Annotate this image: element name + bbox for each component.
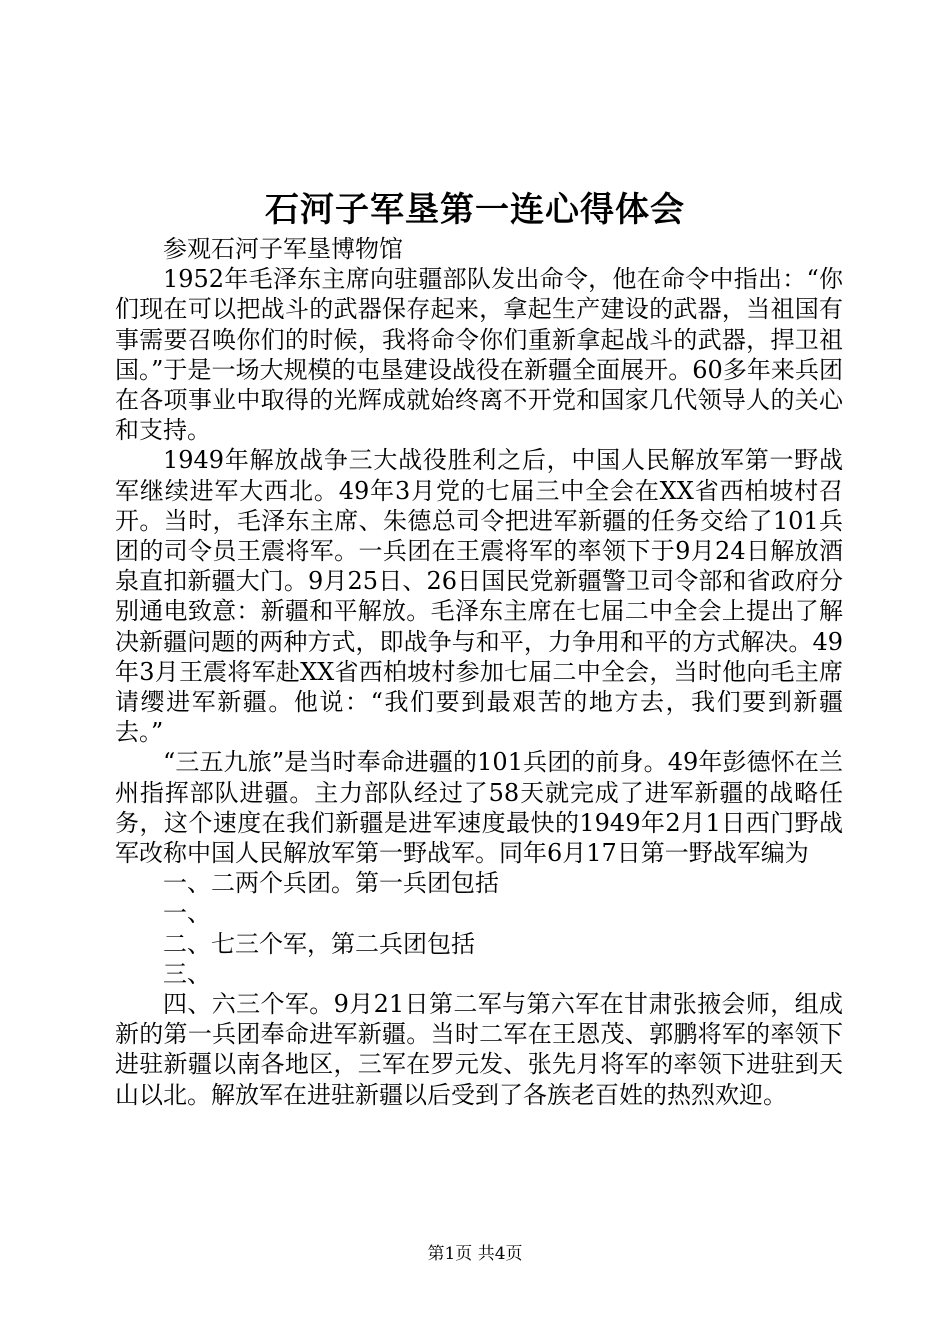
paragraph: 一、二两个兵团。第一兵团包括 bbox=[163, 869, 499, 898]
document-title: 石河子军垦第一连心得体会 bbox=[265, 190, 685, 230]
paragraph: 一、 bbox=[163, 899, 211, 928]
paragraph: 1952年毛泽东主席向驻疆部队发出命令，他在命令中指出：“你们现在可以把战斗的武器保存起来，拿起生产建设的武器，当祖国有事需要召唤你们的时候，我将命令你们重新拿起战斗的武器，捍卫祖国。”于是一场大规模的屯垦建设战役在新疆全面展开。60多年来兵团在各项事业中取得的光辉成就始终离不开党和国家几代领导人的关心和支持。 bbox=[115, 265, 843, 445]
paragraph-subtitle: 参观石河子军垦博物馆 bbox=[163, 235, 403, 263]
paragraph: “三五九旅”是当时奉命进疆的101兵团的前身。49年彭德怀在兰州指挥部队进疆。主力部队经过了58天就完成了进军新疆的战略任务，这个速度在我们新疆是进军速度最快的1949年2月1日西门野战军改称中国人民解放军第一野战军。同年6月17日第一野战军编为 bbox=[115, 748, 843, 868]
paragraph: 四、六三个军。9月21日第二军与第六军在甘肃张掖会师，组成新的第一兵团奉命进军新疆。当时二军在王恩茂、郭鹏将军的率领下进驻新疆以南各地区，三军在罗元发、张先月将军的率领下进驻到天山以北。解放军在进驻新疆以后受到了各族老百姓的热烈欢迎。 bbox=[115, 990, 843, 1109]
paragraph: 1949年解放战争三大战役胜利之后，中国人民解放军第一野战军继续进军大西北。49年3月党的七届三中全会在XX省西柏坡村召开。当时，毛泽东主席、朱德总司令把进军新疆的任务交给了101兵团的司令员王震将军。一兵团在王震将军的率领下于9月24日解放酒泉直扣新疆大门。9月25日、26日国民党新疆警卫司令部和省政府分别通电致意：新疆和平解放。毛泽东主席在七届二中全会上提出了解决新疆问题的两种方式，即战争与和平，力争用和平的方式解决。49年3月王震将军赴XX省西柏坡村参加七届二中全会，当时他向毛主席请缨进军新疆。他说：“我们要到最艰苦的地方去，我们要到新疆去。” bbox=[115, 446, 843, 747]
paragraph: 三、 bbox=[163, 959, 211, 988]
document-body bbox=[115, 234, 843, 1110]
page-number: 第1页 共4页 bbox=[427, 1244, 523, 1264]
paragraph: 二、七三个军，第二兵团包括 bbox=[163, 929, 475, 958]
